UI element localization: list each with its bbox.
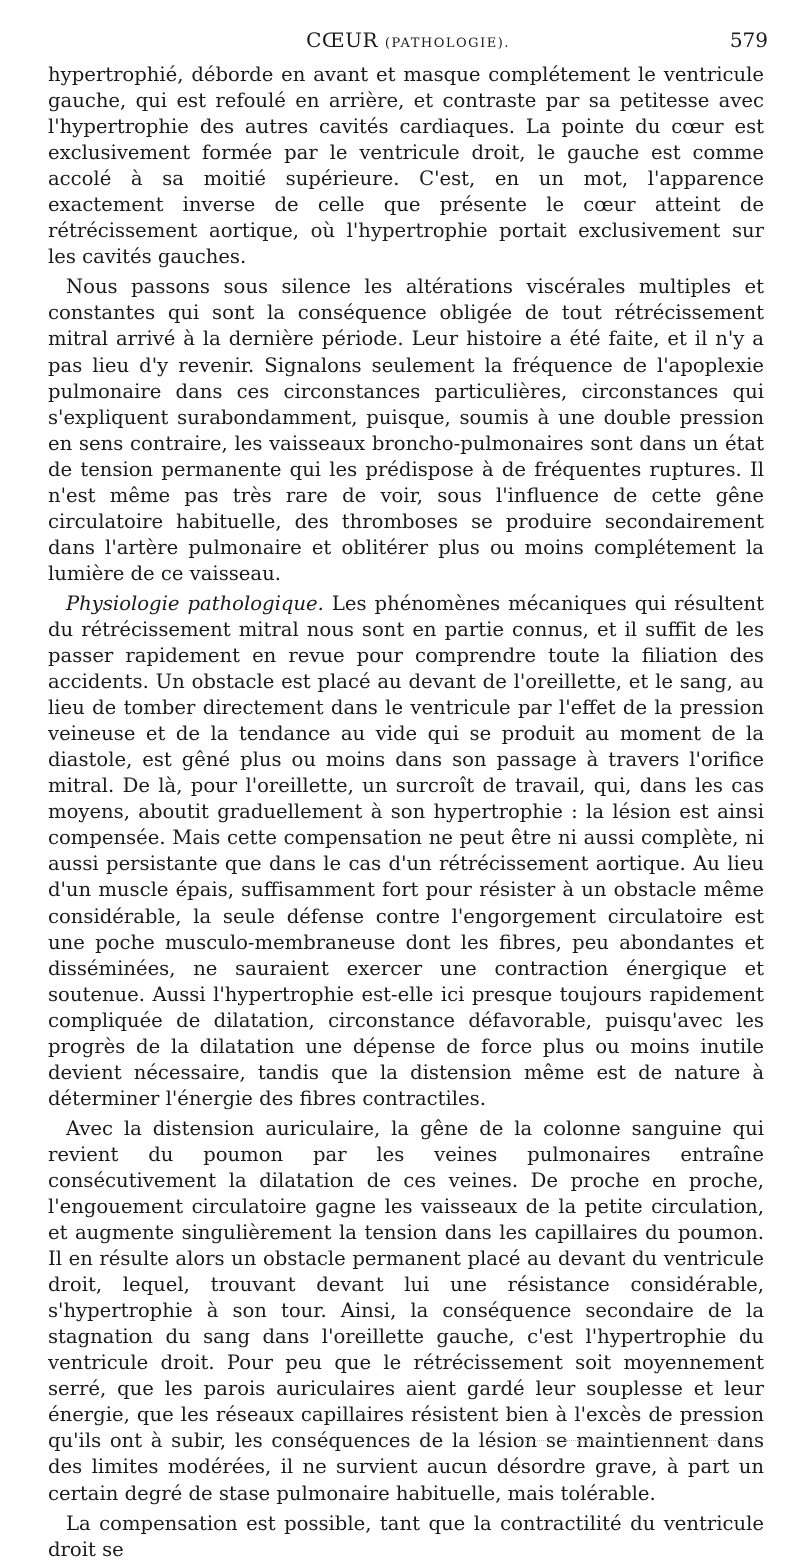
paragraph-auricular-distension: Avec la distension auriculaire, la gêne de la colonne sanguine qui revient du poumon par les veines pulmonaires entraîne consécutivement la dilatation de ces veines. De proche en proche, l'engouement circulatoire gagne les vaisseaux de la petite circulation, et augmente singulièrement la tension dans les capillaires du poumon. Il en résulte alors un obstacle permanent placé au devant du ventricule droit, lequel, trouvant devant lui une résistance considérable, s'hypertrophie à son tour. Ainsi, la conséquence secondaire de la stagnation du sang dans l'oreillette gauche, c'est l'hypertrophie du ventricule droit. Pour peu que le rétrécissement soit moyennement serré, que les parois auriculaires aient gardé leur souplesse et leur énergie, que les réseaux capillaires résistent bien à l'excès de pression qu'ils ont à subir, les conséquences de la lésion se maintiennent dans des limites modérées, il ne survient aucun désordre grave, à part un certain degré de stase pulmonaire habituelle, mais tolérable.	[48, 1116, 764, 1505]
running-title	[48, 28, 768, 52]
paragraph-physiologie-text: Les phénomènes mécaniques qui résultent du rétrécissement mitral nous sont en partie connus, et il suffit de les passer rapidement en revue pour comprendre toute la filiation des accidents. Un obstacle est placé au devant de l'oreillette, et le sang, au lieu de tomber directement dans le ventricule par l'effet de la pression veineuse et de la tendance au vide qui se produit au moment de la diastole, est gêné plus ou moins dans son passage à travers l'orifice mitral. De là, pour l'oreillette, un surcroît de travail, qui, dans les cas moyens, aboutit graduellement à son hypertrophie : la lésion est ainsi compensée. Mais cette compensation ne peut être ni aussi complète, ni aussi persistante que dans le cas d'un rétrécissement aortique. Au lieu d'un muscle épais, suffisamment fort pour résister à un obstacle même considérable, la seule défense contre l'engorgement circulatoire est une poche musculo-membraneuse dont les fibres, peu abondantes et disséminées, ne sauraient exercer une contraction énergique et soutenue. Aussi l'hypertrophie est-elle ici presque toujours rapidement compliquée de dilatation, circonstance défavorable, puisqu'avec les progrès de la dilatation une dépense de force plus ou moins inutile devient nécessaire, tandis que la distension même est de nature à déterminer l'énergie des fibres contractiles.	[48, 591, 764, 1110]
paragraph-compensation: La compensation est possible, tant que la contractilité du ventricule droit se	[48, 1511, 764, 1561]
running-header	[48, 28, 768, 58]
page-bottom-rule	[518, 1440, 758, 1443]
running-title-sub: (PATHOLOGIE).	[384, 36, 510, 51]
running-title-main: CŒUR	[306, 28, 379, 52]
section-heading-physiologie: Physiologie pathologique.	[66, 591, 324, 615]
page-number: 579	[729, 28, 768, 52]
paragraph-visceral-alterations: Nous passons sous silence les altérations viscérales multiples et constantes qui sont la conséquence obligée de tout rétrécissement mitral arrivé à la dernière période. Leur histoire a été faite, et il n'y a pas lieu d'y revenir. Signalons seulement la fréquence de l'apoplexie pulmonaire dans ces circonstances particulières, circonstances qui s'expliquent surabondamment, puisque, soumis à une double pression en sens contraire, les vaisseaux broncho-pulmonaires sont dans un état de tension permanente qui les prédispose à de fréquentes ruptures. Il n'est même pas très rare de voir, sous l'influence de cette gêne circulatoire habituelle, des thromboses se produire secondairement dans l'artère pulmonaire et oblitérer plus ou moins complétement la lumière de ce vaisseau.	[48, 275, 764, 585]
paragraph-physiologie	[48, 591, 764, 1112]
body-text	[48, 62, 764, 1563]
paragraph-continued: hypertrophié, déborde en avant et masque complétement le ventricule gauche, qui est refoulé en arrière, et contraste par sa petitesse avec l'hypertrophie des autres cavités cardiaques. La pointe du cœur est exclusivement formée par le ventricule droit, le gauche est comme accolé à sa moitié supérieure. C'est, en un mot, l'apparence exactement inverse de celle que présente le cœur atteint de rétrécissement aortique, où l'hypertrophie portait exclusivement sur les cavités gauches.	[48, 63, 764, 269]
